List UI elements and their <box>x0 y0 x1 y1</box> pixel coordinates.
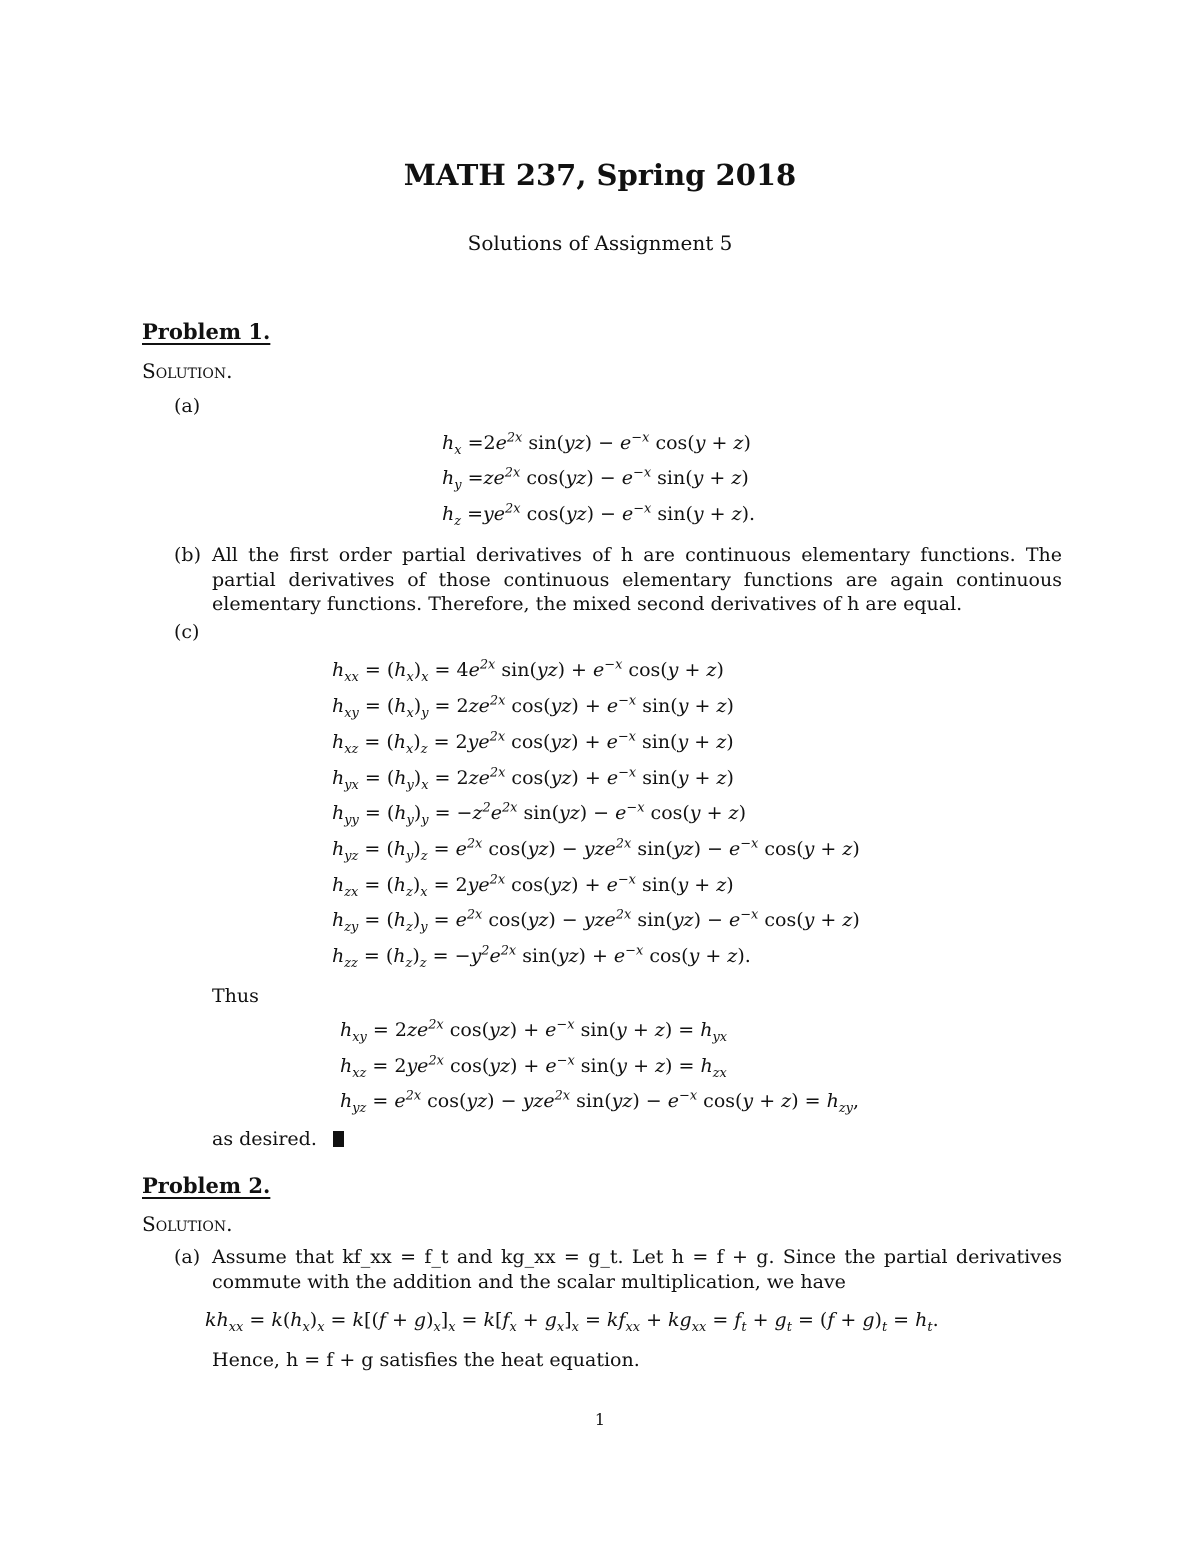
equation-hyx: $h_{yx} = (h_y)_x = 2ze^{2x}$ $\cos(yz) + e^{-x}$ sin(y + z) <box>332 765 734 793</box>
equation-hxx: $h_{xx} = (h_x)_x = 4e^{2x}$ $\sin(yz) + e^{-x}$ cos(y + z) <box>332 657 724 685</box>
equation-hyz: $h_{yz} = (h_y)_z = e^{2x}$ cos(yz) − yze$^{2x}$ $\sin(yz) - e^{-x}$ cos(y + z) <box>332 836 860 864</box>
document-title: MATH 237, Spring 2018 <box>403 158 797 192</box>
problem-2-part-a-text: Assume that kf_xx = f_t and kg_xx = g_t. Let h = f + g. Since the partial derivatives commute with the addition and the scalar multiplication, we have <box>212 1246 1062 1293</box>
qed-icon <box>333 1131 344 1147</box>
problem-1-part-b-label: (b) <box>174 544 201 566</box>
equation-conclusion-xz: $h_{xz} = 2ye^{2x}$ $\cos(yz) + e^{-x}$ $\sin(y + z) = h_{zx}$ <box>340 1053 727 1081</box>
page-number: 1 <box>594 1410 606 1429</box>
equation-hx: $h_x =2e^{2x}$ $\sin(yz) - e^{-x}$ cos(y + z) <box>442 430 751 458</box>
equation-heat: $kh_{xx} = k(h_x)_x = k[(f + g)_x]_x = k[f_x + g_x]_x = kf_{xx} + kg_{xx} = f_t + g_t = (f + g)_t = h_t$. <box>205 1309 939 1335</box>
problem-2-part-a-label: (a) <box>174 1246 201 1268</box>
equation-conclusion-yz: $h_{yz} = e^{2x}$ cos(yz) − yze$^{2x}$ $\sin(yz) - e^{-x}$ $\cos(y + z) = h_{zy}$, <box>340 1088 859 1116</box>
hence-text: Hence, h = f + g satisfies the heat equation. <box>212 1349 640 1371</box>
problem-1-heading: Problem 1. <box>142 319 271 344</box>
equation-hzz: $h_{zz} = (h_z)_z = -y^2e^{2x}$ $\sin(yz) + e^{-x}$ cos(y + z). <box>332 943 751 971</box>
document-subtitle: Solutions of Assignment 5 <box>467 231 733 255</box>
problem-1-part-a-label: (a) <box>174 395 201 417</box>
equation-hzx: $h_{zx} = (h_z)_x = 2ye^{2x}$ $\cos(yz) + e^{-x}$ sin(y + z) <box>332 872 734 900</box>
equation-hxy: $h_{xy} = (h_x)_y = 2ze^{2x}$ $\cos(yz) + e^{-x}$ sin(y + z) <box>332 693 734 721</box>
problem-1-part-b-text: All the first order partial derivatives of h are continuous elementary functions. The partial derivatives of those continuous elementary functions are again continuous elementary functions. Therefore, the mixed second derivatives of h are equal. <box>212 544 1062 616</box>
problem-1-part-c-label: (c) <box>174 621 200 643</box>
thus-text: Thus <box>212 985 259 1007</box>
equation-hyy: $h_{yy} = (h_y)_y = -z^2e^{2x}$ $\sin(yz) - e^{-x}$ cos(y + z) <box>332 800 746 828</box>
equation-hxz: $h_{xz} = (h_x)_z = 2ye^{2x}$ $\cos(yz) + e^{-x}$ sin(y + z) <box>332 729 734 757</box>
equation-conclusion-xy: $h_{xy} = 2ze^{2x}$ $\cos(yz) + e^{-x}$ $\sin(y + z) = h_{yx}$ <box>340 1017 728 1045</box>
as-desired-line <box>212 1127 344 1152</box>
as-desired-text: as desired. <box>212 1128 317 1150</box>
equation-hy: $h_y =ze^{2x}$ $\cos(yz) - e^{-x}$ sin(y + z) <box>442 465 749 493</box>
equation-hzy: $h_{zy} = (h_z)_y = e^{2x}$ cos(yz) − yze$^{2x}$ $\sin(yz) - e^{-x}$ cos(y + z) <box>332 907 860 935</box>
problem-1-solution-label: Solution. <box>142 359 233 383</box>
problem-2-heading: Problem 2. <box>142 1173 271 1198</box>
problem-2-solution-label: Solution. <box>142 1212 233 1236</box>
equation-hz: $h_z =ye^{2x}$ $\cos(yz) - e^{-x}$ sin(y + z). <box>442 501 756 529</box>
